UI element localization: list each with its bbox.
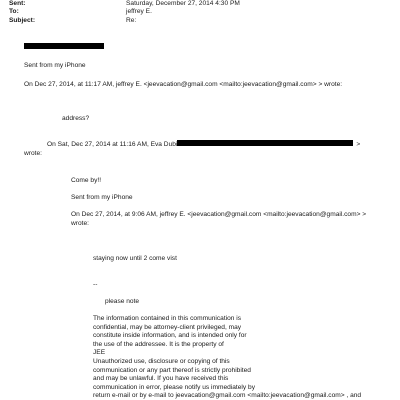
disclaimer-line: return e-mail or by e-mail to jeevacation@gmail.com <mailto:jeevacation@gmail.com> , and [93,392,362,400]
subject-label: Subject: [9,17,36,24]
disclaimer-line: and may be unlawful. If you have received this [93,375,229,383]
redaction-bar [24,43,104,49]
wrote-label-1: wrote: [24,150,42,157]
disclaimer-line: Unauthorized use, disclosure or copying of this [93,357,230,365]
disclaimer-line: JEE [93,349,106,357]
address-question: address? [62,115,90,122]
wrote-label-2: wrote: [71,220,89,227]
disclaimer-block [93,315,361,400]
disclaimer-line: constitute inside information, and is intended only for [93,332,247,340]
disclaimer-line: the use of the addressee. It is the property of [93,340,224,348]
subject-value: Re: [126,17,137,24]
disclaimer-line: confidential, may be attorney-client privileged, may [93,323,242,331]
quote-header-2-start: On Sat, Dec 27, 2014 at 11:16 AM, Eva Dubi [47,141,178,148]
please-note: please note [105,298,140,305]
to-value: jeffrey E. [126,8,152,15]
redaction-bar-email [177,140,353,146]
quote-header-2 [47,141,360,149]
staying-message: staying now until 2 come vist [93,255,177,262]
sent-label: Sent: [9,0,26,7]
quote-header-2-end: > [356,141,361,148]
disclaimer-line: The information contained in this communication is [93,315,242,322]
sent-from-iphone-1: Sent from my iPhone [24,62,86,69]
quote-header-3: On Dec 27, 2014, at 9:06 AM, jeffrey E. <jeevacation@gmail.com <mailto:jeevacation@gmail.com> > [71,211,367,218]
quote-header-1: On Dec 27, 2014, at 11:17 AM, jeffrey E. <jeevacation@gmail.com <mailto:jeevacation@gmail.com> > wrote: [24,81,343,88]
sent-value: Saturday, December 27, 2014 4:30 PM [126,0,240,7]
disclaimer-line: communication or any part thereof is strictly prohibited [93,366,251,374]
disclaimer-line: communication in error, please notify us immediately by [93,383,255,391]
signature-dash: -- [93,281,98,288]
come-by: Come by!! [71,177,102,184]
to-label: To: [9,8,19,15]
sent-from-iphone-2: Sent from my iPhone [71,194,133,201]
